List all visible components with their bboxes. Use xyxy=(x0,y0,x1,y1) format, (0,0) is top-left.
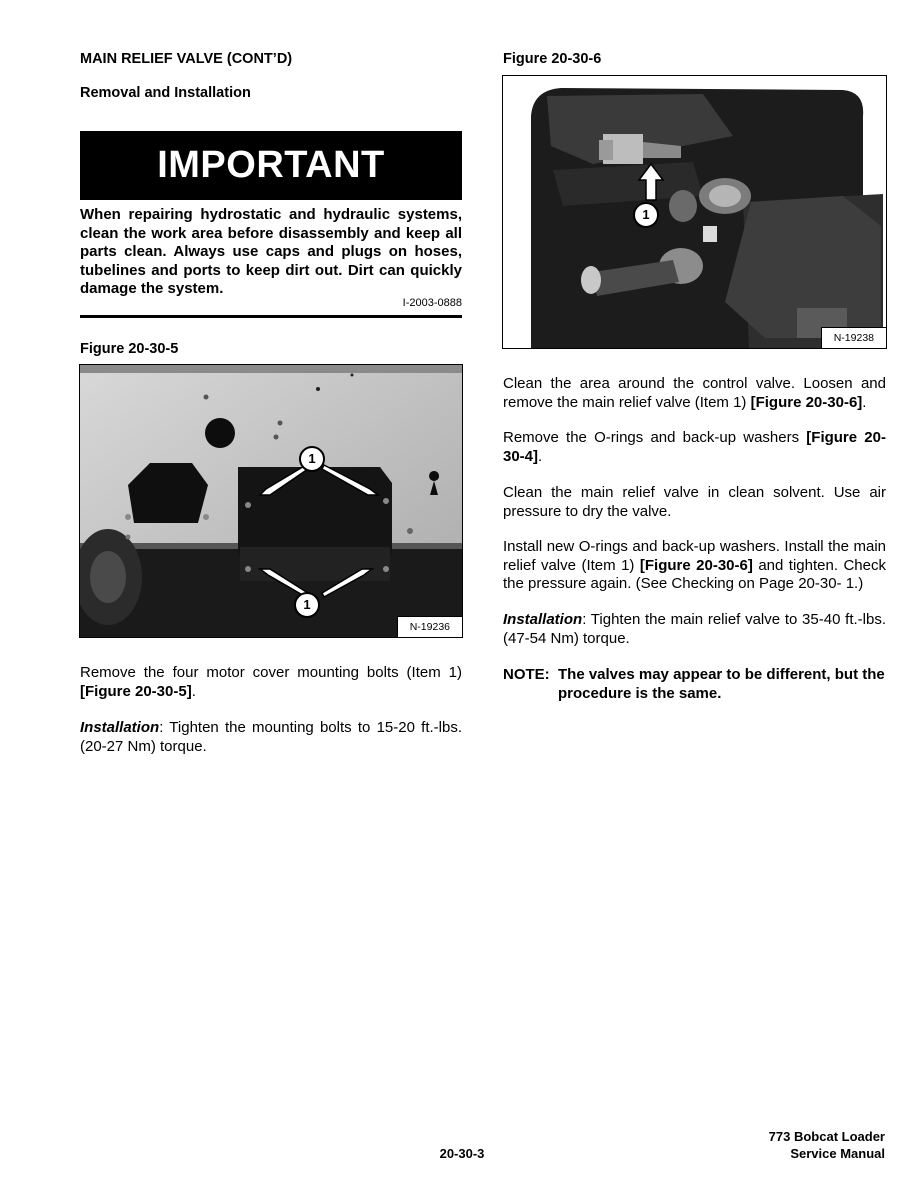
callout-1-top: 1 xyxy=(299,446,325,472)
figure-ref: [Figure 20-30-4] xyxy=(503,429,886,465)
p1-text: Clean the area around the control valve. Loosen and remove the main relief valve (Item 1) xyxy=(503,375,886,411)
note-block xyxy=(503,666,886,703)
installation-label: Installation xyxy=(80,719,160,736)
figure-caption-20-30-5: Figure 20-30-5 xyxy=(80,341,179,357)
motor-cover-photo xyxy=(80,365,462,637)
p4-text-a: Install new O-rings and back-up washers. Install the main relief valve (Item 1) xyxy=(503,538,886,574)
p1-end: . xyxy=(191,682,196,700)
control-valve-photo xyxy=(503,76,886,348)
figure-code: N-19238 xyxy=(821,327,886,348)
doc-subtitle: Service Manual xyxy=(790,1146,885,1161)
figure-ref: [Figure 20-30-6] xyxy=(750,393,863,411)
section-subtitle: Removal and Installation xyxy=(80,85,251,101)
callout-1-bottom: 1 xyxy=(294,592,320,618)
page-number: 20-30-3 xyxy=(439,1146,485,1161)
right-paragraph-4 xyxy=(503,538,886,594)
callout-1: 1 xyxy=(633,202,659,228)
important-text: When repairing hydrostatic and hydraulic systems, clean the work area before disassembly and keep all parts clean. Always use caps and plugs on hoses, tubelines and ports to keep dirt out. Dirt can quickly damage the system. xyxy=(80,206,462,297)
p2-text: : Tighten the mounting bolts to 15-20 ft.-lbs. (20-27 Nm) torque. xyxy=(80,719,462,755)
figure-20-30-6 xyxy=(502,75,887,349)
right-paragraph-5 xyxy=(503,611,886,648)
p1-text: Remove the four motor cover mounting bolts (Item 1) xyxy=(80,664,462,681)
p2-end: . xyxy=(538,447,543,465)
installation-label: Installation xyxy=(503,611,583,628)
figure-caption-20-30-6: Figure 20-30-6 xyxy=(503,51,602,67)
p5-text: : Tighten the main relief valve to 35-40 ft.-lbs. (47-54 Nm) torque. xyxy=(503,611,886,647)
right-paragraph-1 xyxy=(503,375,886,412)
note-label: NOTE: xyxy=(503,666,550,683)
right-paragraph-3: Clean the main relief valve in clean solvent. Use air pressure to dry the valve. xyxy=(503,484,886,520)
section-title: MAIN RELIEF VALVE (CONT’D) xyxy=(80,51,293,67)
doc-title: 773 Bobcat Loader xyxy=(768,1129,885,1144)
figure-20-30-5 xyxy=(79,364,463,638)
important-code: I-2003-0888 xyxy=(402,297,462,309)
important-banner: IMPORTANT xyxy=(80,131,462,200)
note-text: The valves may appear to be different, but the procedure is the same. xyxy=(558,666,885,702)
p1-end: . xyxy=(862,393,867,411)
figure-ref: [Figure 20-30-6] xyxy=(639,556,753,574)
figure-code: N-19236 xyxy=(397,616,462,637)
important-divider xyxy=(80,315,462,318)
footer-title xyxy=(769,1128,885,1162)
p2-text: Remove the O-rings and back-up washers xyxy=(503,429,807,446)
right-paragraph-2 xyxy=(503,429,886,466)
p4-text-b: and tighten. Check the pressure again. (See Checking on Page 20-30- 1.) xyxy=(503,556,886,592)
left-paragraph-2 xyxy=(80,719,462,756)
left-paragraph-1 xyxy=(80,664,462,701)
figure-ref: [Figure 20-30-5] xyxy=(80,682,192,700)
